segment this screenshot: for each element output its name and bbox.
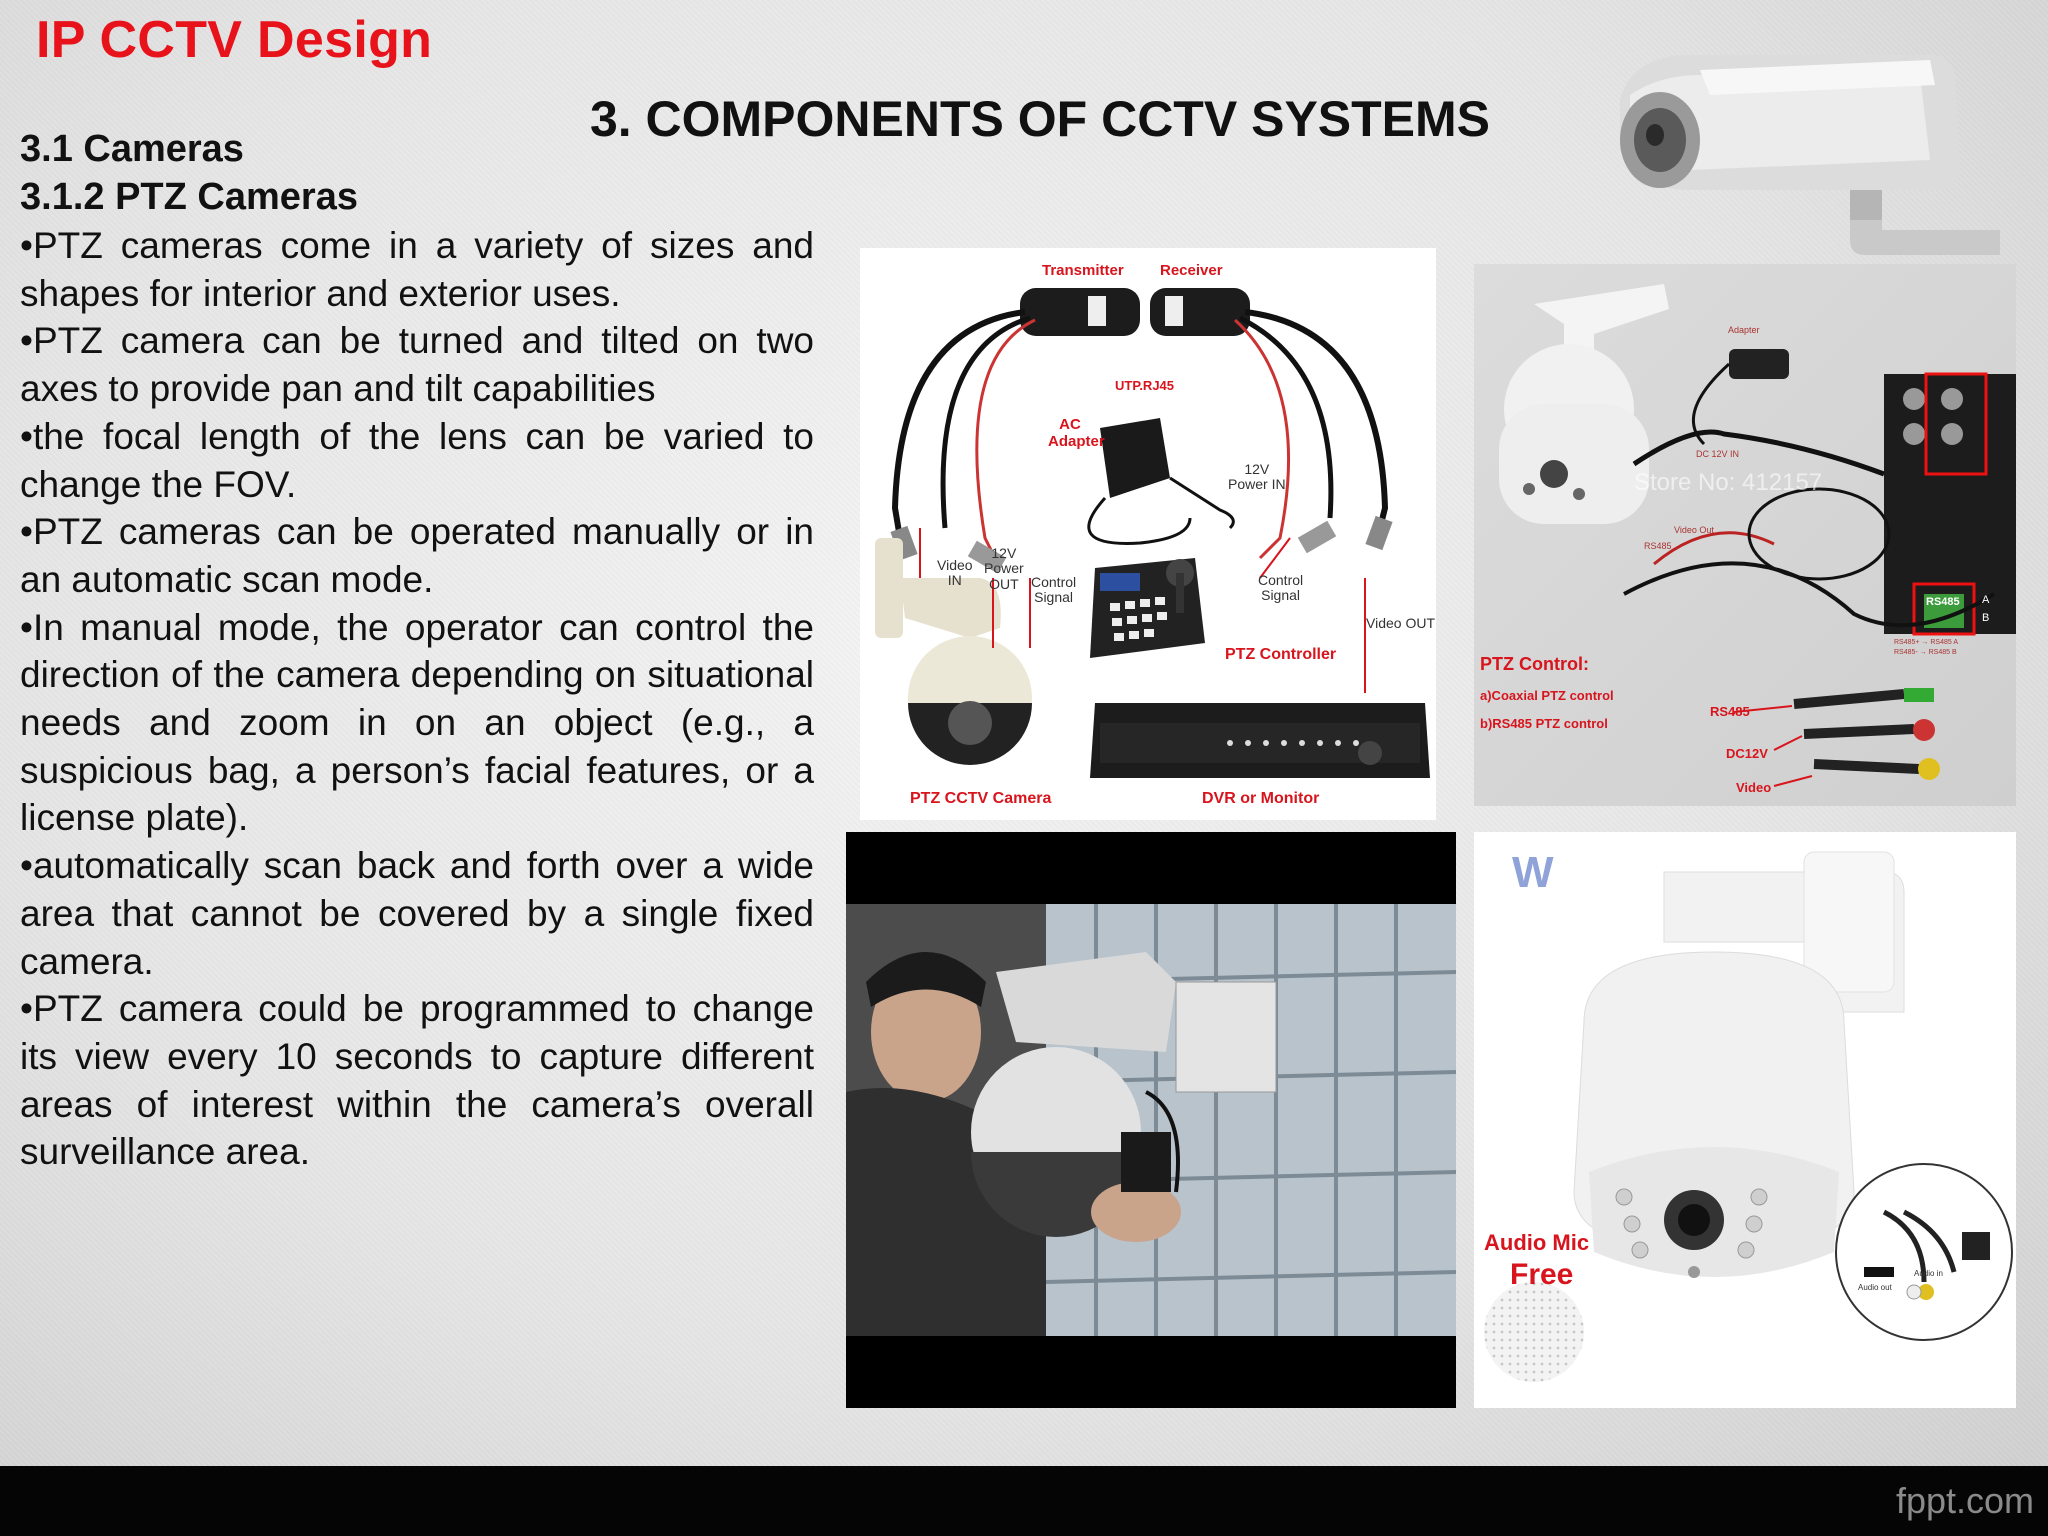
- power-out-line2: Power: [984, 560, 1024, 577]
- store-watermark: Store No: 412157: [1634, 469, 1823, 496]
- dc12v-label: DC12V: [1726, 746, 1768, 761]
- bullet-item: •PTZ cameras come in a variety of sizes and shapes for interior and exterior uses.: [20, 225, 814, 314]
- bullet-list: [20, 222, 814, 1176]
- diagram-drawing: [860, 248, 1436, 820]
- rs485-small-label: RS485: [1644, 541, 1672, 551]
- rs485-label: RS485: [1710, 704, 1750, 719]
- bullet-item: •PTZ cameras can be operated manually or in an automatic scan mode.: [20, 511, 814, 600]
- ptz-product-image: [1474, 832, 2016, 1408]
- ptz-control-option-a: a)Coaxial PTZ control: [1480, 688, 1614, 703]
- bullet-item: •In manual mode, the operator can control the direction of the camera depending on situational needs and zoom in on an object (e.g., a suspicious bag, a person’s facial features, or a license plate).: [20, 606, 814, 839]
- bullet-item: •automatically scan back and forth over a wide area that cannot be covered by a single fixed camera.: [20, 845, 814, 982]
- audio-out-label: Audio out: [1858, 1283, 1892, 1292]
- ac-label: [1048, 416, 1105, 450]
- ptz-wiring-image: [1474, 264, 2016, 806]
- video-label: Video: [1736, 780, 1772, 795]
- audio-mic-label: Audio Mic: [1484, 1230, 1590, 1255]
- control-left-line2: Signal: [1034, 589, 1074, 606]
- terminal-a-label: A: [1982, 594, 1990, 606]
- control-left-line1: Control: [1031, 574, 1077, 590]
- camera-label: PTZ CCTV Camera: [910, 790, 1052, 807]
- audio-in-label: Audio in: [1914, 1269, 1943, 1278]
- transmitter-label: Transmitter: [1042, 262, 1124, 279]
- control-signal-right: [1258, 573, 1303, 604]
- power-out-line1: 12V: [991, 545, 1017, 561]
- product-drawing: [1474, 832, 2016, 1408]
- bullet-item: •PTZ camera could be programmed to change its view every 10 seconds to capture different areas of interest within the camera’s overall surveillance area.: [20, 988, 814, 1173]
- slide-title: 3. COMPONENTS OF CCTV SYSTEMS: [589, 91, 1491, 147]
- bullet-item: •PTZ camera can be turned and tilted on two axes to provide pan and tilt capabilities: [20, 320, 814, 410]
- power-in-label: [1228, 462, 1286, 493]
- footer-brand[interactable]: fppt.com: [1895, 1480, 2034, 1521]
- receiver-label: Receiver: [1160, 262, 1223, 279]
- dvr-label: DVR or Monitor: [1202, 790, 1320, 807]
- ptz-control-title: PTZ Control:: [1480, 654, 1589, 674]
- ac-label-line1: AC: [1059, 416, 1081, 433]
- footer-bar: [0, 1466, 2048, 1536]
- ac-label-line2: Adapter: [1048, 433, 1105, 450]
- free-label: Free: [1510, 1258, 1574, 1291]
- rs485-block-label: RS485: [1926, 596, 1960, 608]
- control-right-line1: Control: [1258, 572, 1304, 588]
- installation-drawing: [846, 832, 1456, 1408]
- cctv-camera-graphic: [1600, 40, 2000, 270]
- subsection-heading: 3.1.2 PTZ Cameras: [20, 176, 358, 218]
- power-in-line1: 12V: [1244, 461, 1270, 477]
- video-in-line2: IN: [947, 572, 962, 589]
- video-in-line1: Video: [937, 557, 973, 573]
- video-in-label: [937, 558, 973, 589]
- control-signal-left: [1031, 575, 1076, 606]
- section-heading: 3.1 Cameras: [20, 128, 244, 170]
- control-right-line2: Signal: [1261, 587, 1301, 604]
- bullet-item: •the focal length of the lens can be varied to change the FOV.: [20, 415, 814, 505]
- power-out-label: [984, 546, 1024, 592]
- installation-photo: [846, 832, 1456, 1408]
- ptz-control-option-b: b)RS485 PTZ control: [1480, 716, 1608, 731]
- video-out-small-label: Video Out: [1674, 525, 1714, 535]
- power-in-line2: Power IN: [1228, 476, 1286, 493]
- power-out-line3: OUT: [989, 575, 1019, 592]
- controller-label: PTZ Controller: [1225, 646, 1337, 663]
- video-out-label: Video OUT: [1366, 615, 1435, 631]
- brand-logo: W: [1512, 848, 1554, 897]
- adapter-label: Adapter: [1728, 325, 1760, 335]
- utp-label: UTP.RJ45: [1115, 378, 1175, 393]
- ptz-diagram-image: [860, 248, 1436, 820]
- rs485-b-map: RS485- → RS485 B: [1894, 649, 1957, 656]
- rs485-a-map: RS485+ → RS485 A: [1894, 639, 1959, 646]
- dc-in-label: DC 12V IN: [1696, 449, 1740, 459]
- brand-title: IP CCTV Design: [36, 11, 433, 69]
- terminal-b-label: B: [1982, 612, 1990, 624]
